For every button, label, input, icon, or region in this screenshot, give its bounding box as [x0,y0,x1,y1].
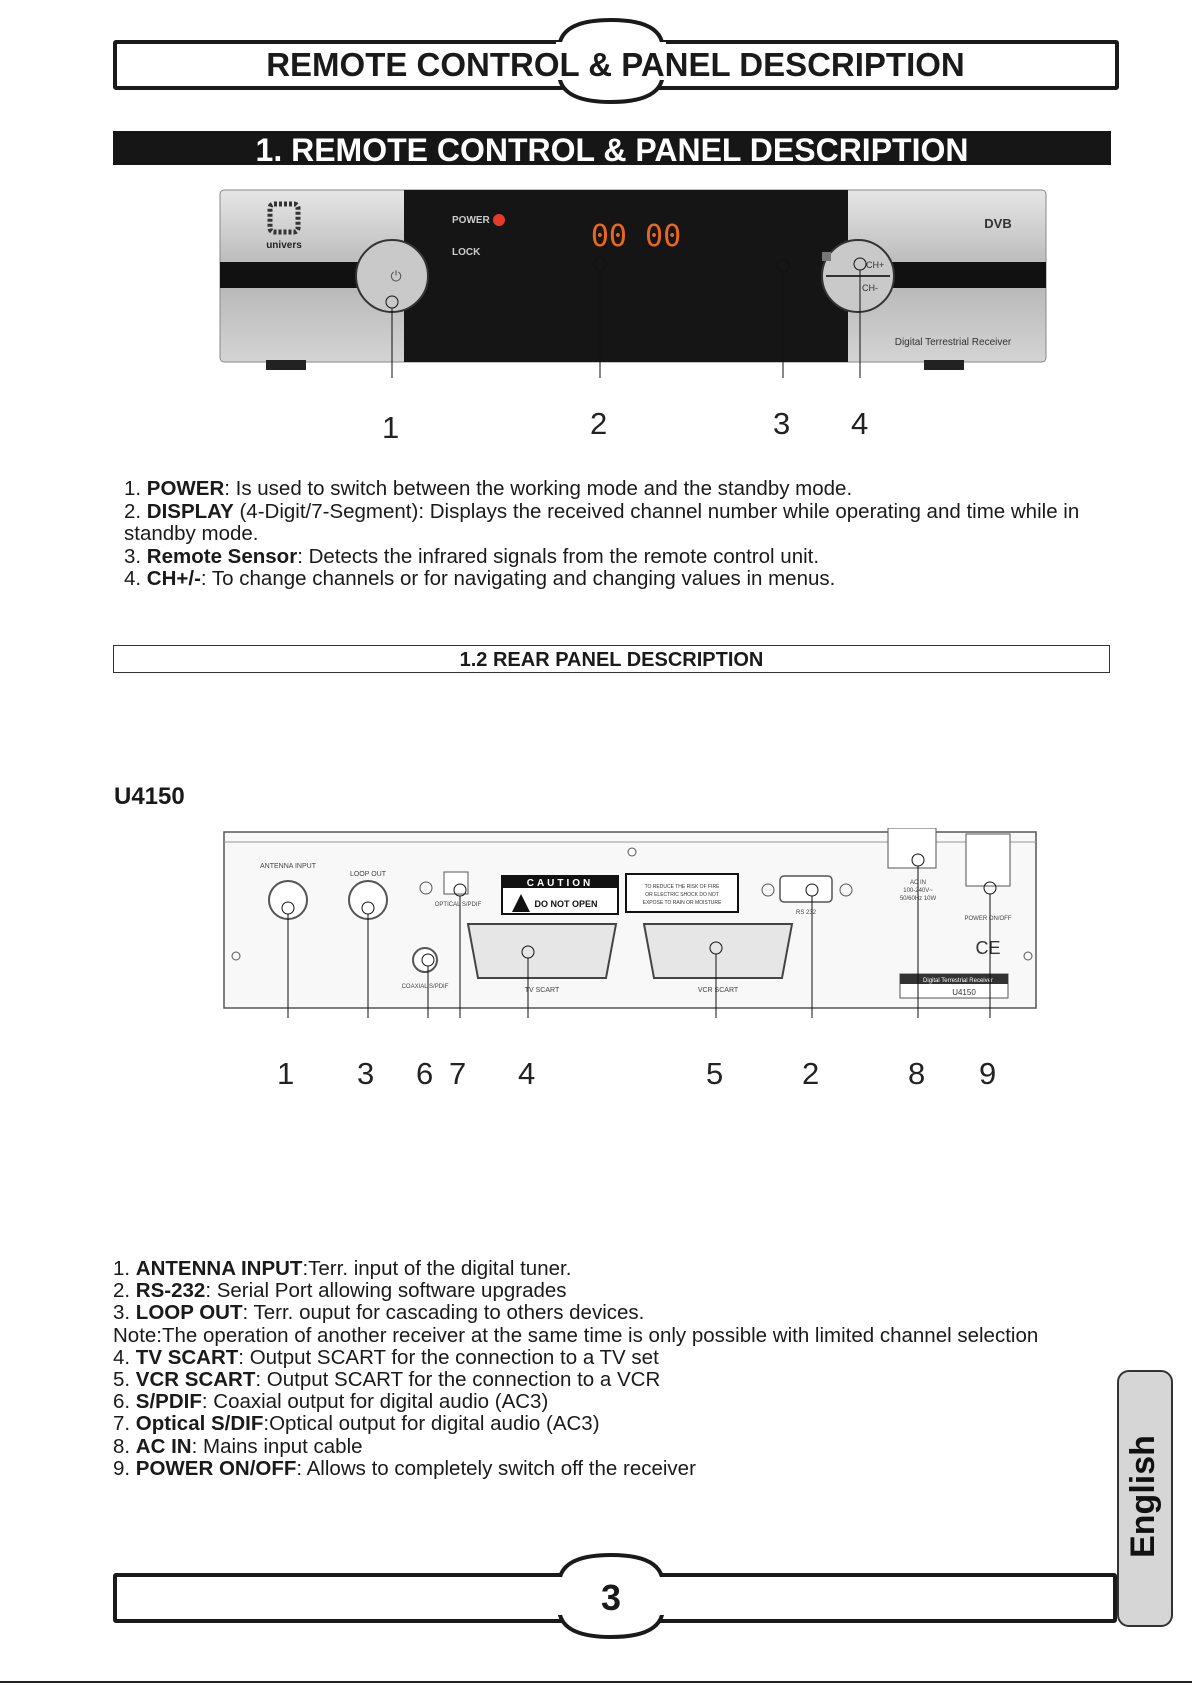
rear-callout-7: 7 [449,1056,467,1091]
seven-segment-display: 00 00 [590,219,682,254]
ce-mark: CE [975,938,1001,958]
list-item: 7. Optical S/DIF:Optical output for digital audio (AC3) [113,1412,600,1436]
rear-callout-4: 4 [518,1056,536,1091]
optical-label: OPTICAL S/PDIF [434,902,482,908]
model-name: U4150 [114,783,185,810]
antenna-input-label: ANTENNA INPUT [259,863,317,870]
rear-callout-2: 2 [802,1056,820,1091]
page-header-title: REMOTE CONTROL & PANEL DESCRIPTION [266,46,965,83]
remote-sensor-window [822,252,831,261]
ch-minus-label: CH- [862,283,878,293]
list-item: 1. POWER: Is used to switch between the working mode and the standby mode. [124,477,853,500]
rear-label-title: Digital Terrestrial Receiver [923,978,993,984]
rear-callout-6: 6 [416,1056,434,1091]
rear-label-model: U4150 [952,988,976,997]
rear-callout-3: 3 [357,1056,375,1091]
language-tab-label: English [1123,1435,1162,1558]
front-callout-3: 3 [773,406,791,441]
power-indicator-label: POWER [452,215,490,226]
rear-callout-1: 1 [277,1056,295,1091]
ch-plus-label: CH+ [866,260,885,270]
front-callout-1: 1 [382,410,400,445]
rear-callout-5: 5 [706,1056,724,1091]
rear-panel-illustration [222,828,1040,1018]
rear-callout-9: 9 [979,1056,997,1091]
list-item: 8. AC IN: Mains input cable [113,1434,363,1458]
dvb-logo: DVB [984,216,1012,231]
front-callout-2: 2 [590,406,608,441]
list-item: 2. RS-232: Serial Port allowing software upgrades [113,1279,567,1303]
note-item: Note:The operation of another receiver at the same time is only possible with limited channel selection [113,1323,1039,1347]
list-item: 5. VCR SCART: Output SCART for the connection to a VCR [113,1368,661,1392]
list-item: 6. S/PDIF: Coaxial output for digital audio (AC3) [113,1390,549,1414]
list-item: 3. Remote Sensor: Detects the infrared signals from the remote control unit. [124,544,820,568]
lock-indicator-label: LOCK [452,247,481,258]
section-title-rear-panel: 1.2 REAR PANEL DESCRIPTION [113,645,1110,673]
vcr-scart-label: VCR SCART [697,987,739,994]
tv-scart-label: TV SCART [524,987,560,994]
front-callout-4: 4 [851,406,869,441]
svg-text:50/60Hz 10W: 50/60Hz 10W [899,896,937,902]
power-button-icon: ⏻ [390,269,402,285]
list-item: 3. LOOP OUT: Terr. ouput for cascading to others devices. [113,1301,645,1325]
list-item: 4. CH+/-: To change channels or for navigating and changing values in menus. [124,567,836,590]
front-panel-illustration [218,188,1048,378]
svg-text:EXPOSE TO RAIN OR MOISTURE: EXPOSE TO RAIN OR MOISTURE [642,900,722,906]
list-item: 2. DISPLAY (4-Digit/7-Segment): Displays the received channel number while operating and time while in standby mode. [124,499,1080,545]
section-title-remote-panel: 1. REMOTE CONTROL & PANEL DESCRIPTION [113,131,1111,165]
coaxial-label: COAXIAL S/PDIF [401,984,449,990]
front-panel-description-list [124,478,1124,591]
list-item: 9. POWER ON/OFF: Allows to completely switch off the receiver [113,1456,696,1480]
svg-text:100-240V~: 100-240V~ [903,888,933,894]
rear-callout-8: 8 [908,1056,926,1091]
svg-text:OR ELECTRIC SHOCK DO NOT: OR ELECTRIC SHOCK DO NOT [645,892,719,898]
power-onoff-label: POWER ON/OFF [964,916,1012,922]
list-item: 4. TV SCART: Output SCART for the connection to a TV set [113,1345,659,1369]
front-product-name: Digital Terrestrial Receiver [894,337,1012,348]
ac-in-label: AC IN [909,880,927,886]
rs232-label: RS 232 [795,910,817,916]
caution-label: CAUTION [526,878,594,889]
brand-name: univers [266,240,302,251]
page-number: 3 [600,1577,622,1618]
page-bottom-rule [0,1681,1192,1683]
do-not-open-label: DO NOT OPEN [534,899,598,909]
list-item: 1. ANTENNA INPUT:Terr. input of the digital tuner. [113,1257,572,1280]
rear-panel-description-list [113,1258,1113,1480]
loop-out-label: LOOP OUT [349,871,387,878]
power-led-icon [493,214,505,226]
warning-text: TO REDUCE THE RISK OF FIRE [644,884,720,890]
